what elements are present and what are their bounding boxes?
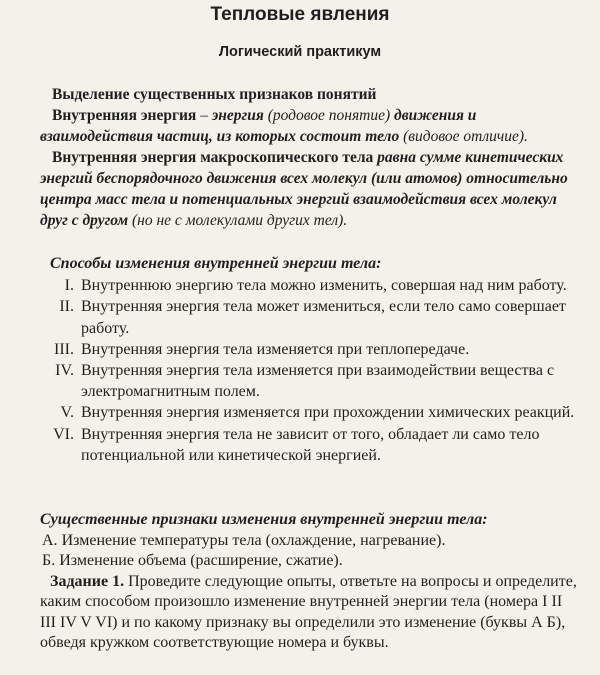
- signs-heading: Существенные признаки изменения внутренней энергии тела:: [40, 511, 488, 528]
- definition-macroscopic-energy: Внутренняя энергия макроскопического тела равна сумме кинетических энергий беспорядочного движения всех молекул (или атомов) относительно центра масс тела и потенциальных энергий взаимодействия всех молекул друг с другом (но не с молекулами других тел).: [40, 149, 568, 229]
- method-item-3: III. Внутренняя энергия тела изменяется при теплопередаче.: [54, 340, 470, 358]
- definitions-section: [40, 84, 580, 231]
- def1-difference: движения и взаимодействия частиц, из которых состоит тело: [40, 107, 477, 145]
- methods-section: [40, 253, 580, 466]
- def2-body: равна сумме кинетических энергий беспорядочного движения всех молекул (или атомов) относительно центра масс тела и потенциальных энергий взаимодействия всех молекул друг с другом: [40, 149, 568, 229]
- method-item-5: V. Внутренняя энергия изменяется при прохождении химических реакций.: [60, 404, 575, 422]
- method-item-1: I. Внутреннюю энергию тела можно изменить, совершая над ним работу.: [64, 277, 567, 295]
- def2-term: Внутренняя энергия макроскопического тела: [52, 149, 378, 166]
- method-item-2: II. Внутренняя энергия тела может измениться, если тело само совершает работу.: [59, 298, 566, 337]
- sign-b: Б. Изменение объема (расширение, сжатие).: [42, 552, 343, 569]
- definitions-heading: Выделение существенных признаков понятий: [52, 86, 377, 103]
- method-item-6: VI. Внутренняя энергия тела не зависит от того, обладает ли само тело потенциальной или кинетической энергией.: [53, 425, 540, 464]
- methods-heading: Способы изменения внутренней энергии тела:: [50, 255, 382, 272]
- task-1: [40, 572, 580, 654]
- definition-internal-energy: Внутренняя энергия – энергия (родовое понятие) движения и взаимодействия частиц, из которых состоит тело (видовое отличие).: [40, 107, 528, 145]
- def1-term: Внутренняя энергия: [52, 107, 197, 124]
- def1-genus: энергия: [211, 107, 264, 124]
- sign-a: А. Изменение температуры тела (охлаждение, нагревание).: [42, 531, 446, 549]
- task-text: Проведите следующие опыты, ответьте на вопросы и определите, каким способом произошло изменение внутренней энергии тела (номера I II III IV V VI) и по какому признаку вы определили это изменение (буквы А Б), обведя кружком соответствующие номера и буквы.: [40, 572, 577, 651]
- signs-section: [40, 510, 580, 654]
- method-item-4: IV. Внутренняя энергия тела изменяется при взаимодействии вещества с электромагнитным полем.: [55, 362, 555, 401]
- page-title: Тепловые явления: [210, 4, 390, 25]
- page-subtitle: Логический практикум: [218, 44, 382, 60]
- task-label: Задание 1.: [50, 572, 125, 590]
